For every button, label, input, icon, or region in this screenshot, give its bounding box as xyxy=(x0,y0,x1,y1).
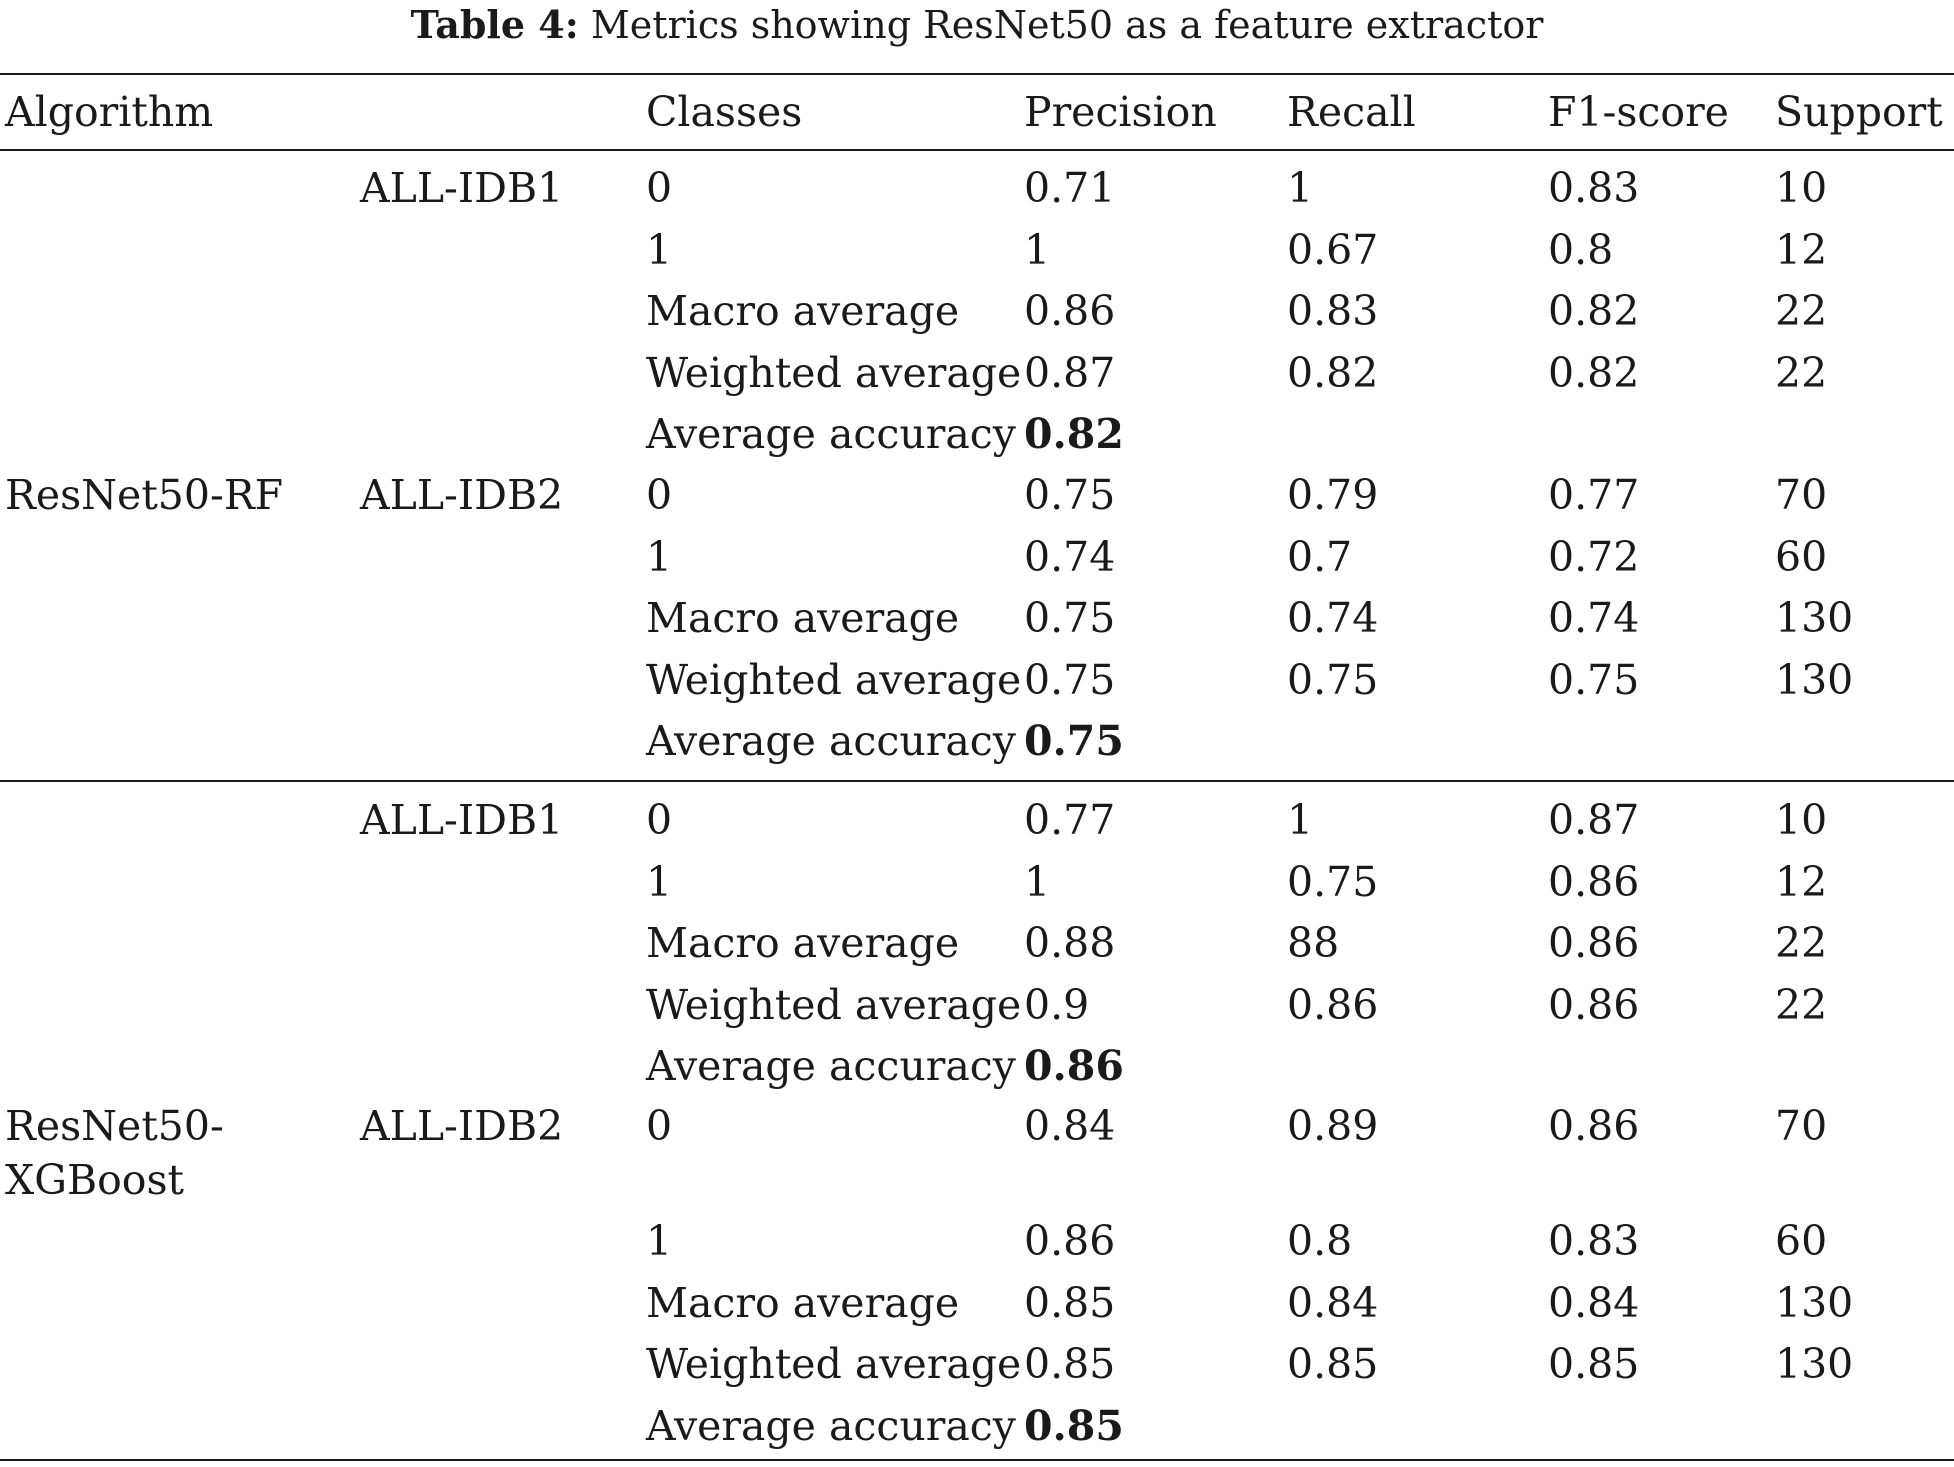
precision-cell: 0.88 xyxy=(1024,919,1116,967)
f1-cell: 0.82 xyxy=(1548,287,1640,335)
class-cell: 1 xyxy=(646,858,673,906)
support-cell: 12 xyxy=(1775,858,1828,906)
f1-cell: 0.87 xyxy=(1548,796,1640,844)
support-cell: 130 xyxy=(1775,656,1854,704)
support-cell: 130 xyxy=(1775,594,1854,642)
f1-cell: 0.77 xyxy=(1548,471,1640,519)
support-cell: 10 xyxy=(1775,796,1828,844)
table-caption xyxy=(0,0,1954,50)
algorithm-name-line1: ResNet50- xyxy=(5,1102,224,1150)
accuracy-label: Average accuracy xyxy=(646,1042,1016,1090)
f1-cell: 0.75 xyxy=(1548,656,1640,704)
class-cell: Macro average xyxy=(646,287,960,335)
support-cell: 10 xyxy=(1775,164,1828,212)
top-rule xyxy=(0,73,1954,75)
header-rule xyxy=(0,149,1954,151)
precision-cell: 0.77 xyxy=(1024,796,1116,844)
support-cell: 22 xyxy=(1775,349,1828,397)
precision-cell: 0.85 xyxy=(1024,1340,1116,1388)
f1-cell: 0.82 xyxy=(1548,349,1640,397)
class-cell: 1 xyxy=(646,1217,673,1265)
class-cell: 1 xyxy=(646,533,673,581)
caption-title: Metrics showing ResNet50 as a feature extractor xyxy=(590,3,1544,47)
f1-cell: 0.86 xyxy=(1548,1102,1640,1150)
class-cell: Macro average xyxy=(646,594,960,642)
support-cell: 70 xyxy=(1775,1102,1828,1150)
accuracy-label: Average accuracy xyxy=(646,1402,1016,1450)
recall-cell: 0.83 xyxy=(1287,287,1379,335)
precision-cell: 0.75 xyxy=(1024,594,1116,642)
f1-cell: 0.83 xyxy=(1548,1217,1640,1265)
precision-cell: 0.71 xyxy=(1024,164,1116,212)
recall-cell: 0.84 xyxy=(1287,1279,1379,1327)
recall-cell: 0.75 xyxy=(1287,656,1379,704)
precision-cell: 0.86 xyxy=(1024,1217,1116,1265)
accuracy-label: Average accuracy xyxy=(646,717,1016,765)
f1-cell: 0.74 xyxy=(1548,594,1640,642)
accuracy-value: 0.82 xyxy=(1024,410,1124,458)
support-cell: 22 xyxy=(1775,919,1828,967)
support-cell: 60 xyxy=(1775,533,1828,581)
class-cell: 0 xyxy=(646,1102,673,1150)
dataset-name: ALL-IDB2 xyxy=(360,471,564,519)
accuracy-value: 0.75 xyxy=(1024,717,1124,765)
recall-cell: 0.67 xyxy=(1287,226,1379,274)
class-cell: 1 xyxy=(646,226,673,274)
dataset-name: ALL-IDB2 xyxy=(360,1102,564,1150)
f1-cell: 0.86 xyxy=(1548,919,1640,967)
support-cell: 130 xyxy=(1775,1340,1854,1388)
class-cell: Weighted average xyxy=(646,349,1022,397)
f1-cell: 0.8 xyxy=(1548,226,1614,274)
f1-cell: 0.83 xyxy=(1548,164,1640,212)
recall-cell: 0.75 xyxy=(1287,858,1379,906)
precision-cell: 0.9 xyxy=(1024,981,1090,1029)
algorithm-name-line2: XGBoost xyxy=(5,1156,184,1204)
recall-cell: 0.8 xyxy=(1287,1217,1353,1265)
class-cell: Weighted average xyxy=(646,1340,1022,1388)
precision-cell: 0.75 xyxy=(1024,471,1116,519)
recall-cell: 0.79 xyxy=(1287,471,1379,519)
precision-cell: 0.87 xyxy=(1024,349,1116,397)
recall-cell: 0.74 xyxy=(1287,594,1379,642)
bottom-rule xyxy=(0,1459,1954,1461)
precision-cell: 1 xyxy=(1024,226,1051,274)
class-cell: Macro average xyxy=(646,919,960,967)
recall-cell: 0.7 xyxy=(1287,533,1353,581)
support-cell: 22 xyxy=(1775,981,1828,1029)
support-cell: 70 xyxy=(1775,471,1828,519)
f1-cell: 0.86 xyxy=(1548,981,1640,1029)
precision-cell: 0.75 xyxy=(1024,656,1116,704)
support-cell: 60 xyxy=(1775,1217,1828,1265)
group-divider xyxy=(0,780,1954,782)
recall-cell: 0.82 xyxy=(1287,349,1379,397)
precision-cell: 0.86 xyxy=(1024,287,1116,335)
header-classes: Classes xyxy=(646,88,803,136)
f1-cell: 0.72 xyxy=(1548,533,1640,581)
support-cell: 12 xyxy=(1775,226,1828,274)
header-support: Support xyxy=(1775,88,1943,136)
recall-cell: 88 xyxy=(1287,919,1340,967)
recall-cell: 0.85 xyxy=(1287,1340,1379,1388)
recall-cell: 0.86 xyxy=(1287,981,1379,1029)
accuracy-value: 0.85 xyxy=(1024,1402,1124,1450)
f1-cell: 0.86 xyxy=(1548,858,1640,906)
class-cell: Weighted average xyxy=(646,656,1022,704)
class-cell: Macro average xyxy=(646,1279,960,1327)
recall-cell: 1 xyxy=(1287,796,1314,844)
class-cell: 0 xyxy=(646,796,673,844)
recall-cell: 0.89 xyxy=(1287,1102,1379,1150)
dataset-name: ALL-IDB1 xyxy=(360,164,564,212)
header-recall: Recall xyxy=(1287,88,1416,136)
caption-label: Table 4: xyxy=(410,2,579,47)
header-f1-score: F1-score xyxy=(1548,88,1729,136)
recall-cell: 1 xyxy=(1287,164,1314,212)
precision-cell: 0.84 xyxy=(1024,1102,1116,1150)
f1-cell: 0.85 xyxy=(1548,1340,1640,1388)
support-cell: 22 xyxy=(1775,287,1828,335)
f1-cell: 0.84 xyxy=(1548,1279,1640,1327)
support-cell: 130 xyxy=(1775,1279,1854,1327)
algorithm-name: ResNet50-RF xyxy=(5,471,284,519)
class-cell: Weighted average xyxy=(646,981,1022,1029)
precision-cell: 1 xyxy=(1024,858,1051,906)
precision-cell: 0.85 xyxy=(1024,1279,1116,1327)
class-cell: 0 xyxy=(646,471,673,519)
class-cell: 0 xyxy=(646,164,673,212)
header-algorithm: Algorithm xyxy=(5,88,214,136)
accuracy-label: Average accuracy xyxy=(646,410,1016,458)
header-precision: Precision xyxy=(1024,88,1217,136)
dataset-name: ALL-IDB1 xyxy=(360,796,564,844)
accuracy-value: 0.86 xyxy=(1024,1042,1124,1090)
precision-cell: 0.74 xyxy=(1024,533,1116,581)
